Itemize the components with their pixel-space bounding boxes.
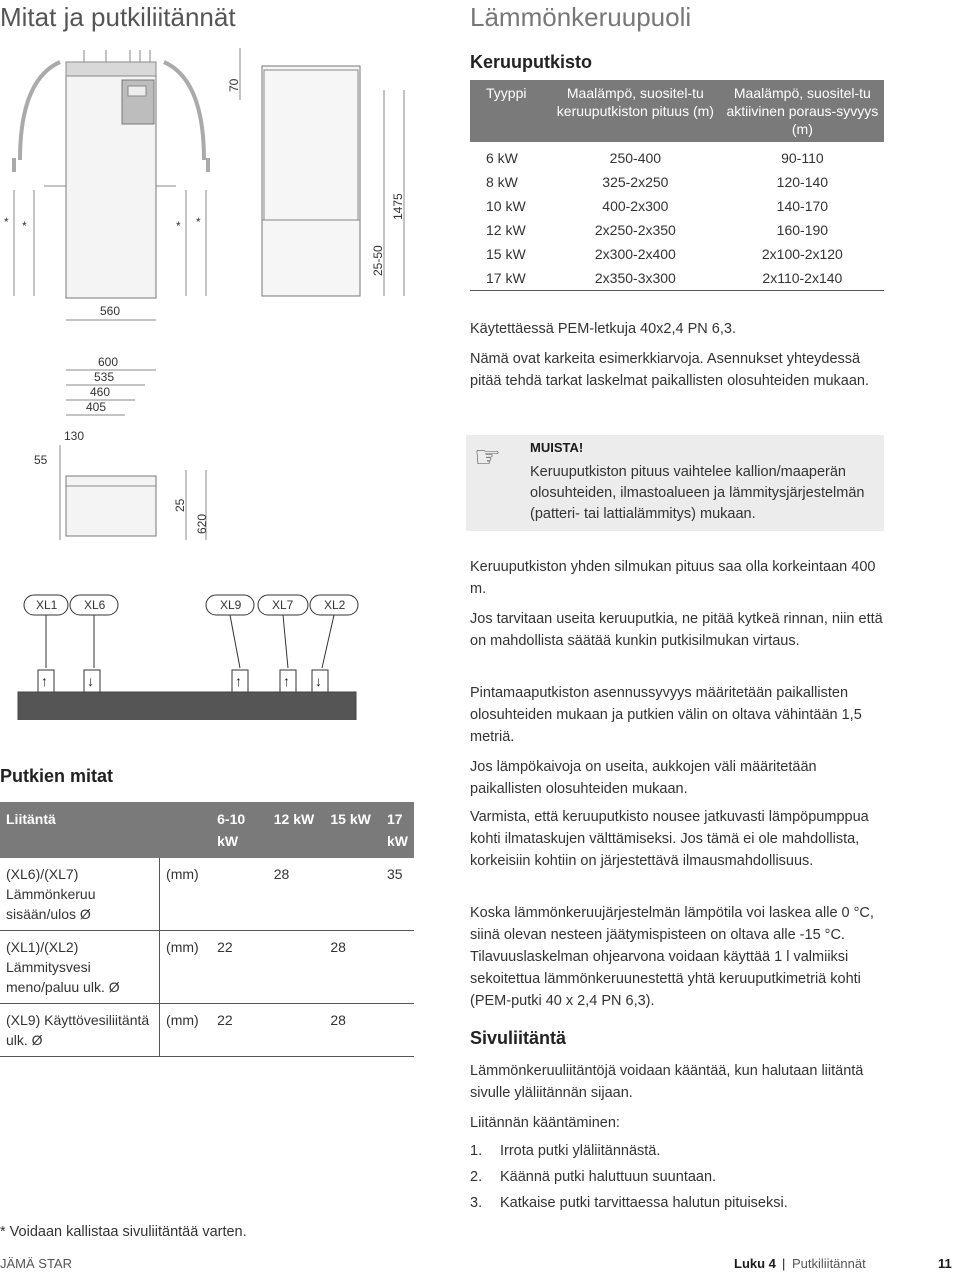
page-title-right: Lämmönkeruupuoli (470, 2, 692, 32)
connector-label: XL6 (84, 598, 106, 612)
connector-label: XL9 (220, 598, 242, 612)
pointing-hand-icon: ☞ (474, 441, 501, 474)
arrow-up-icon: ↑ (41, 673, 48, 689)
reminder-text: Keruuputkiston pituus vaihtelee kallion/maaperän olosuhteiden, ilmastoalueen ja lämmitysjärjestelmän (patteri- tai lattialämmitys) mukaan. (530, 464, 865, 522)
dim-620: 620 (195, 513, 209, 534)
footer-chapter: Luku 4 (734, 1256, 776, 1271)
table-header: 6-10 kW (211, 802, 268, 858)
table-header: Maalämpö, suositel-tu aktiivinen poraus-syvyys (m) (721, 80, 884, 142)
pipe-dimensions-table (0, 802, 414, 1057)
table-row: 10 kW 400-2x300 140-170 (486, 198, 829, 214)
list-item: 1. Irrota putki yläliitännästä. (470, 1143, 661, 1159)
dim-25-50: 25-50 (371, 245, 385, 276)
arrow-down-icon: ↓ (87, 673, 94, 689)
dim-405: 405 (86, 400, 107, 414)
table-row: 6 kW 250-400 90-110 (486, 150, 824, 166)
table-header: Tyyppi (470, 80, 550, 142)
footer-section: Putkiliitännät (792, 1256, 866, 1271)
paragraph: Jos tarvitaan useita keruuputkia, ne pitää kytkeä rinnan, niin että on mahdollista säätää kunkin putkisilmukan virtaus. (470, 611, 883, 649)
dim-560: 560 (100, 304, 121, 318)
star-mark: * (4, 215, 9, 229)
table-row: 12 kW 2x250-2x350 160-190 (486, 222, 829, 238)
footer-brand: JÄMÄ STAR (0, 1256, 72, 1271)
paragraph: Liitännän kääntäminen: (470, 1115, 620, 1131)
table-row: (XL6)/(XL7) Lämmönkeruu sisään/ulos Ø (mm) 28 35 (0, 858, 414, 931)
pem-note: Käytettäessä PEM-letkuja 40x2,4 PN 6,3. (470, 321, 736, 337)
list-item: 2. Käännä putki haluttuun suuntaan. (470, 1169, 717, 1185)
dim-25: 25 (173, 498, 187, 512)
dim-70: 70 (227, 78, 241, 92)
star-mark: * (176, 219, 181, 233)
paragraph: Pintamaaputkiston asennussyvyys määritetään paikallisten olosuhteiden mukaan ja putkien välin on oltava vähintään 1,5 metriä. (470, 685, 862, 745)
star-mark: * (196, 215, 201, 229)
putkien-mitat-heading: Putkien mitat (0, 766, 114, 786)
star-mark: * (22, 219, 27, 233)
connector-label: XL1 (36, 598, 58, 612)
dim-600: 600 (98, 355, 119, 369)
dimension-drawing (0, 40, 420, 720)
page-title-left: Mitat ja putkiliitännät (0, 2, 236, 32)
keruuputkisto-table (470, 80, 884, 291)
arrow-down-icon: ↓ (315, 673, 322, 689)
list-item: 3. Katkaise putki tarvittaessa halutun pituiseksi. (470, 1195, 788, 1211)
example-note: Nämä ovat karkeita esimerkkiarvoja. Asennukset yhteydessä pitää tehdä tarkat laskelmat paikallisten olosuhteiden mukaan. (470, 351, 869, 389)
table-header: Maalämpö, suositel-tu keruuputkiston pituus (m) (550, 80, 721, 142)
paragraph: Keruuputkiston yhden silmukan pituus saa olla korkeintaan 400 m. (470, 559, 876, 597)
page-number: 11 (938, 1256, 952, 1271)
reminder-title: MUISTA! (530, 440, 584, 455)
dim-130: 130 (64, 429, 85, 443)
arrow-up-icon: ↑ (235, 673, 242, 689)
dim-535: 535 (94, 370, 115, 384)
paragraph: Koska lämmönkeruujärjestelmän lämpötila voi laskea alle 0 °C, siinä olevan nesteen jäätymispisteen on oltava alle -15 °C. Tilavuuslaskelman ohjearvona voidaan käyttää 1 l valmiiksi sekoitettua lämmönkeruunestettä yhtä keruuputkimetriä kohti (PEM-putki 40 x 2,4 PN 6,3). (470, 905, 874, 1009)
table-header: 12 kW (268, 802, 325, 858)
table-row: (XL9) Käyttövesiliitäntä ulk. Ø (mm) 22 28 (0, 1004, 414, 1057)
paragraph: Varmista, että keruuputkisto nousee jatkuvasti lämpöpumppua kohti ilmataskujen välttämiseksi. Jos tämä ei ole mahdollista, korkeisiin kohtiin on järjestettävä ilmausmahdollisuus. (470, 809, 869, 869)
connector-label: XL7 (272, 598, 294, 612)
paragraph: Lämmönkeruuliitäntöjä voidaan kääntää, kun halutaan liitäntä sivulle yläliitännän sijaan. (470, 1063, 864, 1101)
table-header: 17 kW (381, 802, 414, 858)
table-row: 17 kW 2x350-3x300 2x110-2x140 (486, 270, 843, 286)
table-row: 8 kW 325-2x250 120-140 (486, 174, 829, 190)
table-header: Liitäntä (0, 802, 160, 858)
table-row: 15 kW 2x300-2x400 2x100-2x120 (486, 246, 843, 262)
dim-1475: 1475 (391, 193, 405, 220)
paragraph: Jos lämpökaivoja on useita, aukkojen väli määritetään paikallisten olosuhteiden mukaan. (470, 759, 817, 797)
footnote: * Voidaan kallistaa sivuliitäntää varten. (0, 1224, 247, 1240)
connector-label: XL2 (324, 598, 346, 612)
table-row: (XL1)/(XL2) Lämmitysvesi meno/paluu ulk. Ø (mm) 22 28 (0, 931, 414, 1004)
table-header: 15 kW (324, 802, 381, 858)
dim-55: 55 (34, 453, 48, 467)
arrow-up-icon: ↑ (283, 673, 290, 689)
sivuliitanta-heading: Sivuliitäntä (470, 1028, 567, 1048)
keruuputkisto-heading: Keruuputkisto (470, 52, 593, 72)
dim-460: 460 (90, 385, 111, 399)
footer-separator: | (782, 1256, 786, 1271)
